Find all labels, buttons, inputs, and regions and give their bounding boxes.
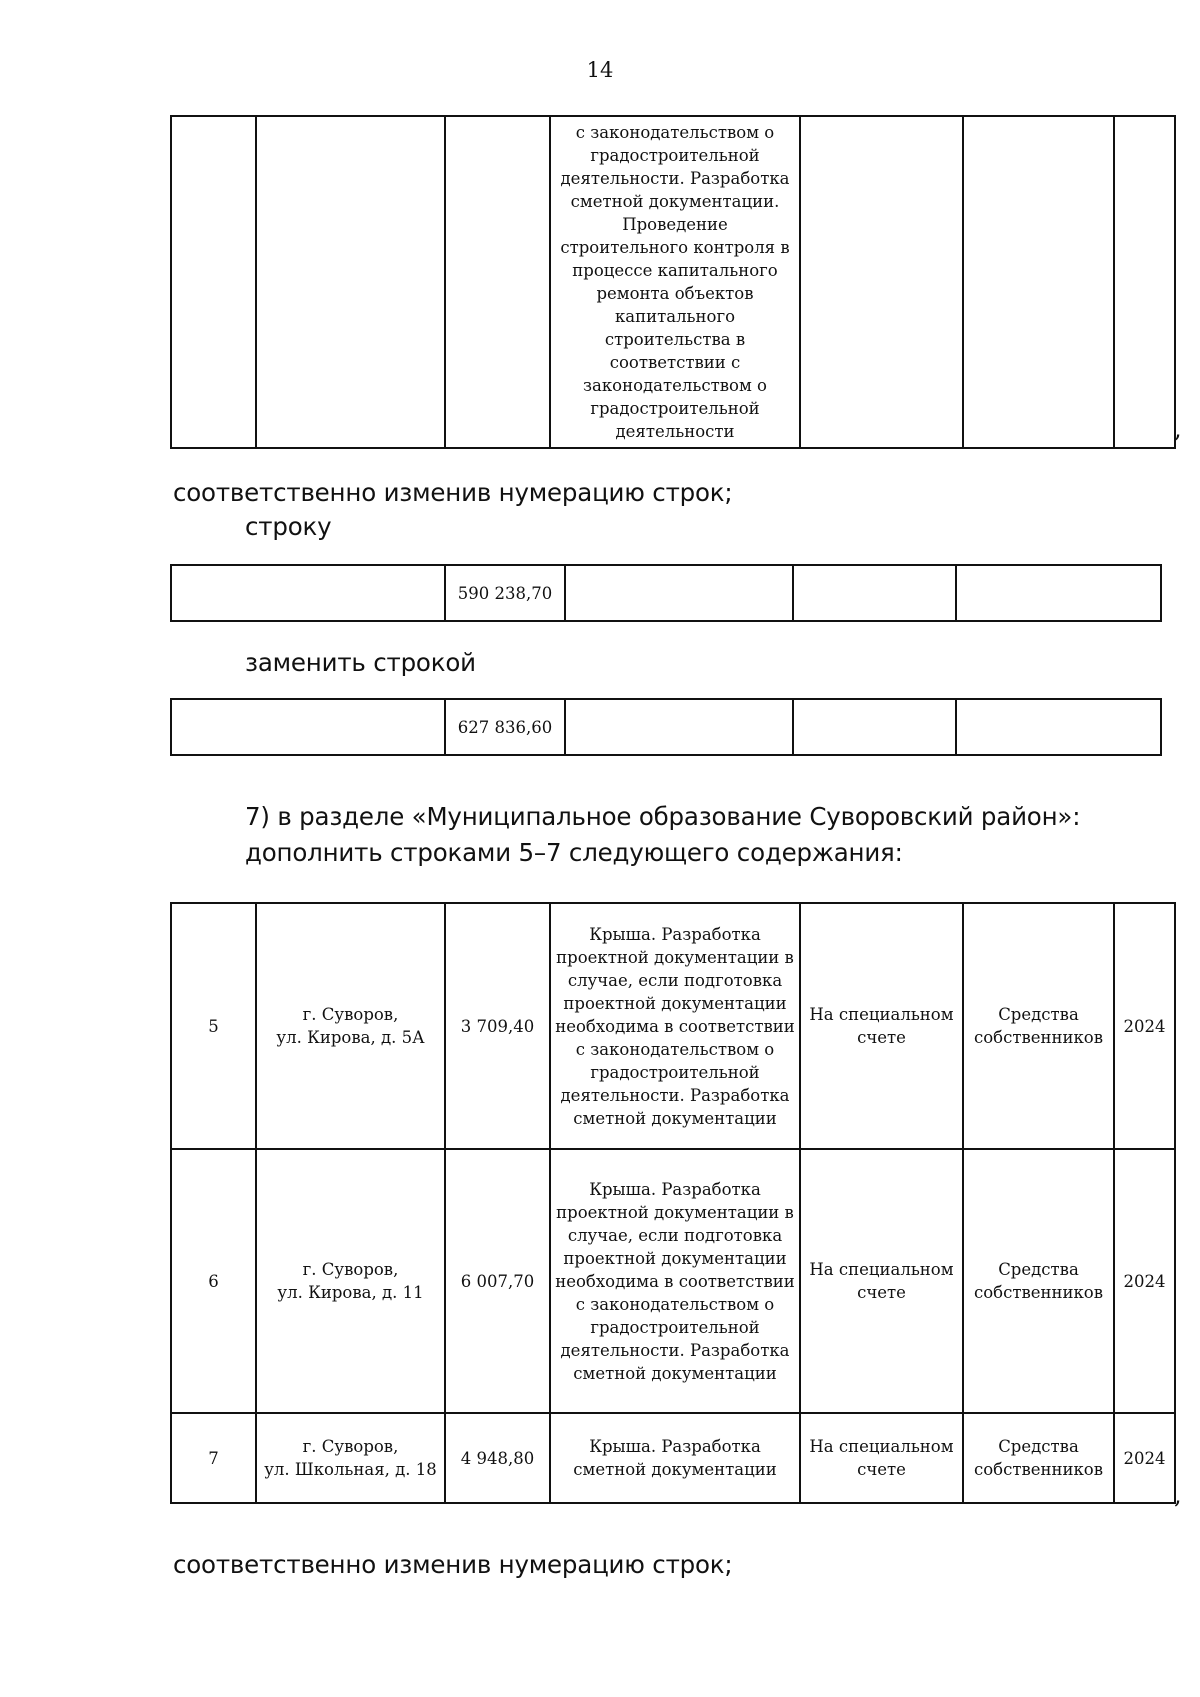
- year-cell: 2024: [1114, 903, 1175, 1149]
- table-cell: [256, 116, 445, 448]
- old-row-table: [170, 564, 1162, 622]
- address-line: ул. Школьная, д. 18: [264, 1460, 437, 1479]
- table-row: [171, 699, 1161, 755]
- amount-cell: 627 836,60: [445, 699, 565, 755]
- row-number-cell: 5: [171, 903, 256, 1149]
- area-cell: 6 007,70: [445, 1149, 550, 1413]
- area-cell: 3 709,40: [445, 903, 550, 1149]
- paragraph: строку: [245, 512, 332, 541]
- address-line: ул. Кирова, д. 5А: [276, 1028, 425, 1047]
- table-cell: [793, 699, 956, 755]
- address-cell: [256, 1149, 445, 1413]
- address-line: ул. Кирова, д. 11: [277, 1283, 424, 1302]
- funding-source-cell: Средства собственников: [963, 1413, 1114, 1503]
- address-cell: [256, 903, 445, 1149]
- row-number-cell: 6: [171, 1149, 256, 1413]
- year-cell: 2024: [1114, 1413, 1175, 1503]
- table-cell: [956, 565, 1161, 621]
- funding-source-cell: Средства собственников: [963, 1149, 1114, 1413]
- year-cell: 2024: [1114, 1149, 1175, 1413]
- new-row-table: [170, 698, 1162, 756]
- table-cell: [956, 699, 1161, 755]
- table-cell: [445, 116, 550, 448]
- table-cell: [1114, 116, 1175, 448]
- page-number: 14: [586, 58, 614, 82]
- table-cell: [793, 565, 956, 621]
- table-cell: [171, 699, 445, 755]
- table-row: [171, 565, 1161, 621]
- table-cell: [800, 116, 963, 448]
- work-description-cell: с законодательством о градостроительной деятельности. Разработка сметной документации. Проведение строительного контроля в процессе капитального ремонта объектов капитального строительства в соответствии с законодательством о градостроительной деятельности: [550, 116, 800, 448]
- work-description-cell: Крыша. Разработка сметной документации: [550, 1413, 800, 1503]
- paragraph: соответственно изменив нумерацию строк;: [173, 1550, 733, 1579]
- paragraph: заменить строкой: [245, 648, 476, 677]
- area-cell: 4 948,80: [445, 1413, 550, 1503]
- address-cell: [256, 1413, 445, 1503]
- continued-table: [170, 115, 1176, 449]
- account-cell: На специальном счете: [800, 903, 963, 1149]
- paragraph: дополнить строками 5–7 следующего содержания:: [245, 838, 903, 867]
- table-cell: [171, 565, 445, 621]
- address-line: г. Суворов,: [302, 1260, 399, 1279]
- funding-source-cell: Средства собственников: [963, 903, 1114, 1149]
- amount-cell: 590 238,70: [445, 565, 565, 621]
- account-cell: На специальном счете: [800, 1413, 963, 1503]
- added-rows-table: [170, 902, 1176, 1504]
- paragraph: соответственно изменив нумерацию строк;: [173, 478, 733, 507]
- paragraph: 7) в разделе «Муниципальное образование Суворовский район»:: [245, 802, 1081, 831]
- table-cell: [171, 116, 256, 448]
- trailing-comma: ,: [1174, 415, 1182, 443]
- table-cell: [565, 565, 793, 621]
- table-row: [171, 1413, 1175, 1503]
- table-row: [171, 1149, 1175, 1413]
- account-cell: На специальном счете: [800, 1149, 963, 1413]
- address-line: г. Суворов,: [302, 1005, 399, 1024]
- row-number-cell: 7: [171, 1413, 256, 1503]
- table-cell: [565, 699, 793, 755]
- work-description-cell: Крыша. Разработка проектной документации в случае, если подготовка проектной документации необходима в соответствии с законодательством о градостроительной деятельности. Разработка сметной документации: [550, 903, 800, 1149]
- address-line: г. Суворов,: [302, 1437, 399, 1456]
- table-cell: [963, 116, 1114, 448]
- trailing-comma: ,: [1174, 1481, 1182, 1509]
- table-row: [171, 903, 1175, 1149]
- table-row: [171, 116, 1175, 448]
- work-description-cell: Крыша. Разработка проектной документации в случае, если подготовка проектной документации необходима в соответствии с законодательством о градостроительной деятельности. Разработка сметной документации: [550, 1149, 800, 1413]
